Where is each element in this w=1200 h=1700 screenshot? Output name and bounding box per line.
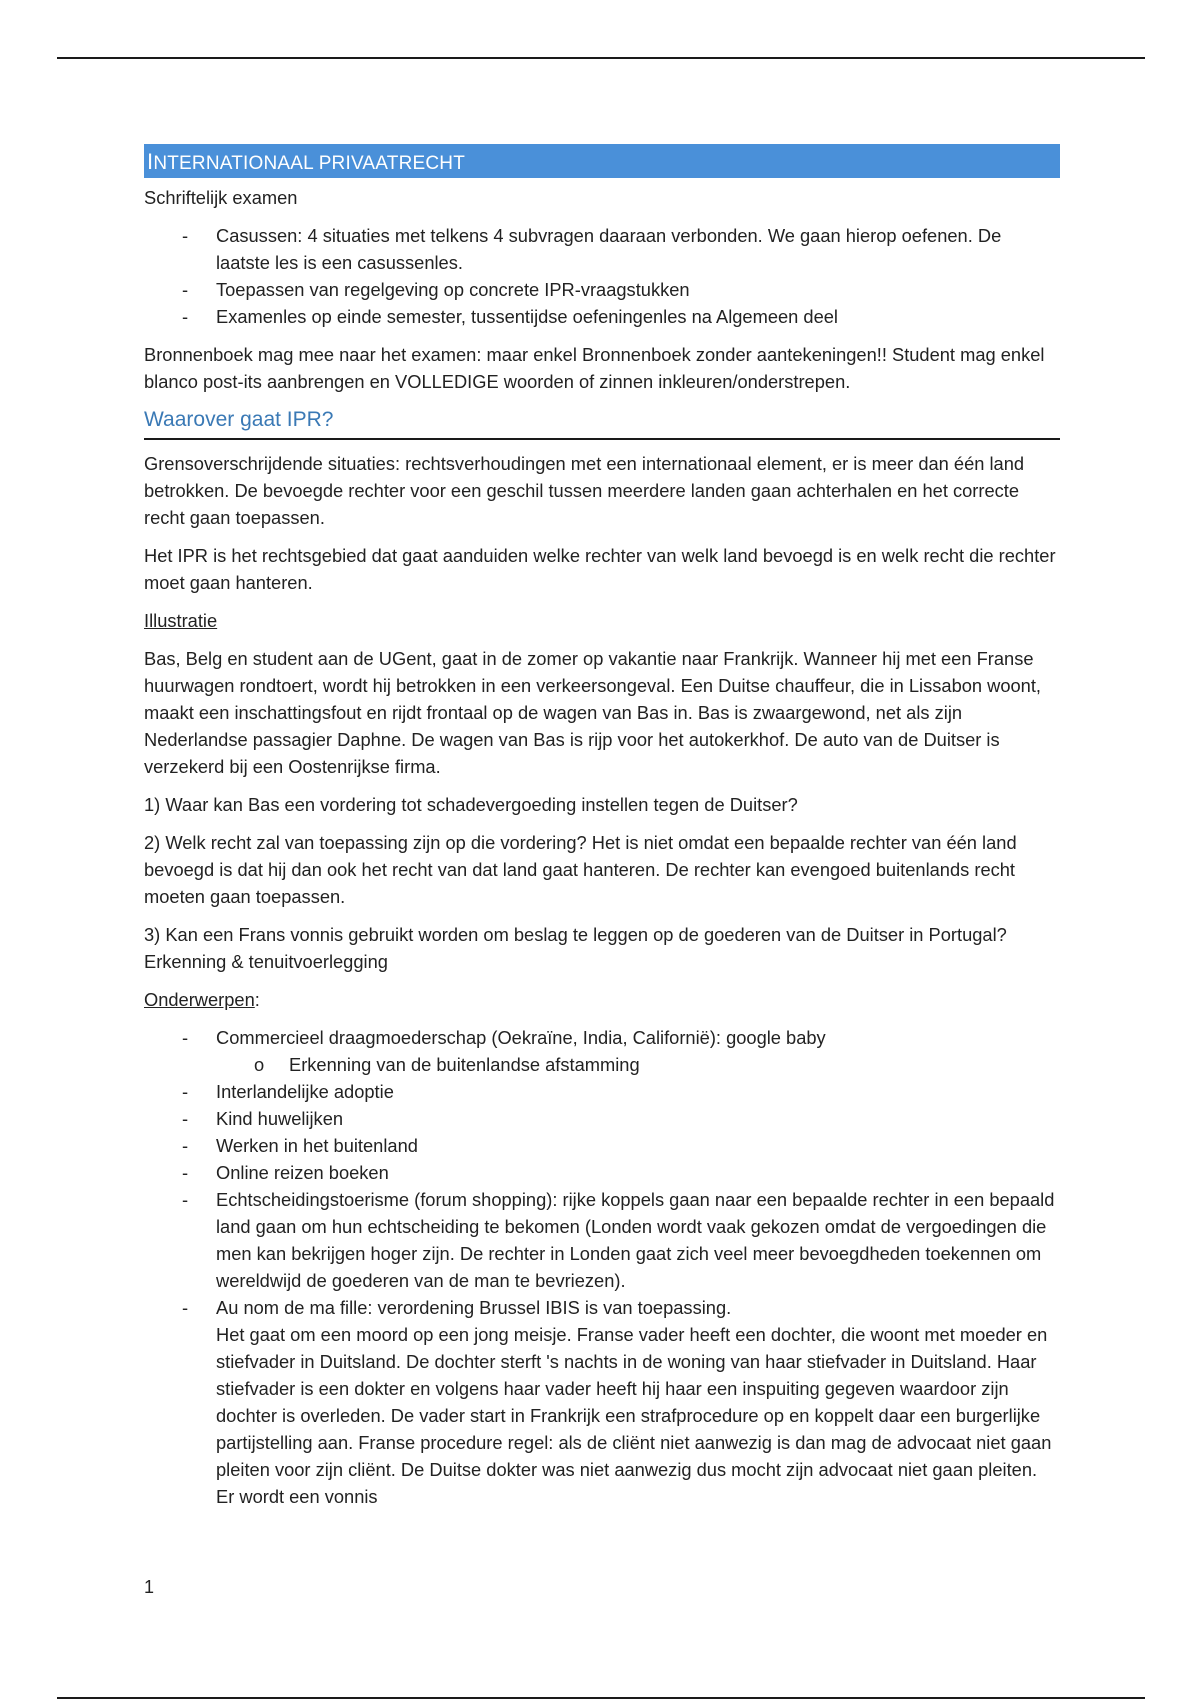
title-initial: I — [147, 149, 154, 174]
onderwerpen-colon: : — [254, 989, 260, 1010]
topic-text: Commercieel draagmoederschap (Oekraïne, India, Californië): google baby — [216, 1027, 826, 1048]
list-item: - Online reizen boeken — [144, 1159, 1060, 1186]
onderwerpen-text: Onderwerpen — [144, 989, 255, 1010]
list-item: - Kind huwelijken — [144, 1105, 1060, 1132]
list-item: - Casussen: 4 situaties met telkens 4 subvragen daaraan verbonden. We gaan hierop oefenen. De laatste les is een casussenles. — [144, 222, 1060, 276]
sub-list — [216, 1051, 1060, 1078]
topic-detail: Het gaat om een moord op een jong meisje. Franse vader heeft een dochter, die woont met moeder en stiefvader in Duitsland. De dochter sterft 's nachts in de woning van haar stiefvader in Duitsland. Haar stiefvader is een dokter en volgens haar vader heeft hij haar een inspuiting gegeven waardoor zijn dochter is overleden. De vader start in Frankrijk een strafprocedure op en koppelt daar een burgerlijke partijstelling aan. Franse procedure regel: als de cliënt niet aanwezig is dan mag de advocaat niet gaan pleiten voor zijn cliënt. De Duitse dokter was niet aanwezig dus mocht zijn advocaat niet gaan pleiten. Er wordt een vonnis — [216, 1324, 1052, 1507]
topics-list — [144, 1024, 1060, 1510]
topic-text: - Au nom de ma fille: verordening Brussel IBIS is van toepassing. — [216, 1297, 732, 1318]
document-body — [144, 144, 1060, 1521]
list-item: - Toepassen van regelgeving op concrete IPR-vraagstukken — [144, 276, 1060, 303]
bronnenboek-paragraph: Bronnenboek mag mee naar het examen: maar enkel Bronnenboek zonder aantekeningen!! Student mag enkel blanco post-its aanbrengen en VOLLEDIGE woorden of zinnen inkleuren/onderstrepen. — [144, 344, 1045, 392]
exam-label: Schriftelijk examen — [144, 187, 298, 208]
title-rest: NTERNATIONAAL PRIVAATRECHT — [153, 153, 466, 174]
list-item: - Examenles op einde semester, tussentijdse oefeningenles na Algemeen deel — [144, 303, 1060, 330]
illustratie-text: Illustratie — [144, 610, 218, 631]
list-item — [144, 1024, 1060, 1078]
section-heading: Waarover gaat IPR? — [144, 406, 1060, 440]
exam-list — [144, 222, 1060, 330]
question-2: 2) Welk recht zal van toepassing zijn op die vordering? Het is niet omdat een bepaalde rechter van één land bevoegd is dat hij dan ook het recht van dat land gaat hanteren. De rechter kan evengoed buitenlands recht moeten gaan toepassen. — [144, 832, 1017, 907]
list-item: - Werken in het buitenland — [144, 1132, 1060, 1159]
footer-rule — [57, 1697, 1145, 1699]
paragraph-ipr-definition: Het IPR is het rechtsgebied dat gaat aanduiden welke rechter van welk land bevoegd is en welk recht die rechter moet gaan hanteren. — [144, 545, 1056, 593]
paragraph-grensoverschrijdend: Grensoverschrijdende situaties: rechtsverhoudingen met een internationaal element, er is meer dan één land betrokken. De bevoegde rechter voor een geschil tussen meerdere landen gaan achterhalen en het correcte recht gaan toepassen. — [144, 453, 1025, 528]
page-number: 1 — [144, 1577, 155, 1597]
illustratie-label — [144, 607, 1060, 634]
sub-list-item: o Erkenning van de buitenlandse afstamming — [216, 1051, 1060, 1078]
case-paragraph: Bas, Belg en student aan de UGent, gaat in de zomer op vakantie naar Frankrijk. Wanneer hij met een Franse huurwagen rondtoert, wordt hij betrokken in een verkeersongeval. Een Duitse chauffeur, die in Lissabon woont, maakt een inschattingsfout en rijdt frontaal op de wagen van Bas in. Bas is zwaargewond, net als zijn Nederlandse passagier Daphne. De wagen van Bas is rijp voor het autokerkhof. De auto van de Duitser is verzekerd bij een Oostenrijkse firma. — [144, 648, 1042, 777]
document-title — [144, 144, 1060, 178]
list-item: - Echtscheidingstoerisme (forum shopping): rijke koppels gaan naar een bepaalde rechter in een bepaald land gaan om hun echtscheiding te bekomen (Londen wordt vaak gekozen omdat de vergoedingen die men kan bekrijgen hoger zijn. De rechter in Londen gaat zich veel meer bevoegdheden toekennen om wereldwijd de goederen van de man te bevriezen). — [144, 1186, 1060, 1294]
header-rule — [57, 57, 1145, 59]
list-item — [144, 1294, 1060, 1510]
question-3: 3) Kan een Frans vonnis gebruikt worden om beslag te leggen op de goederen van de Duitser in Portugal? Erkenning & tenuitvoerlegging — [144, 924, 1007, 972]
onderwerpen-label — [144, 986, 1060, 1013]
question-1: 1) Waar kan Bas een vordering tot schadevergoeding instellen tegen de Duitser? — [144, 794, 798, 815]
list-item: - Interlandelijke adoptie — [144, 1078, 1060, 1105]
